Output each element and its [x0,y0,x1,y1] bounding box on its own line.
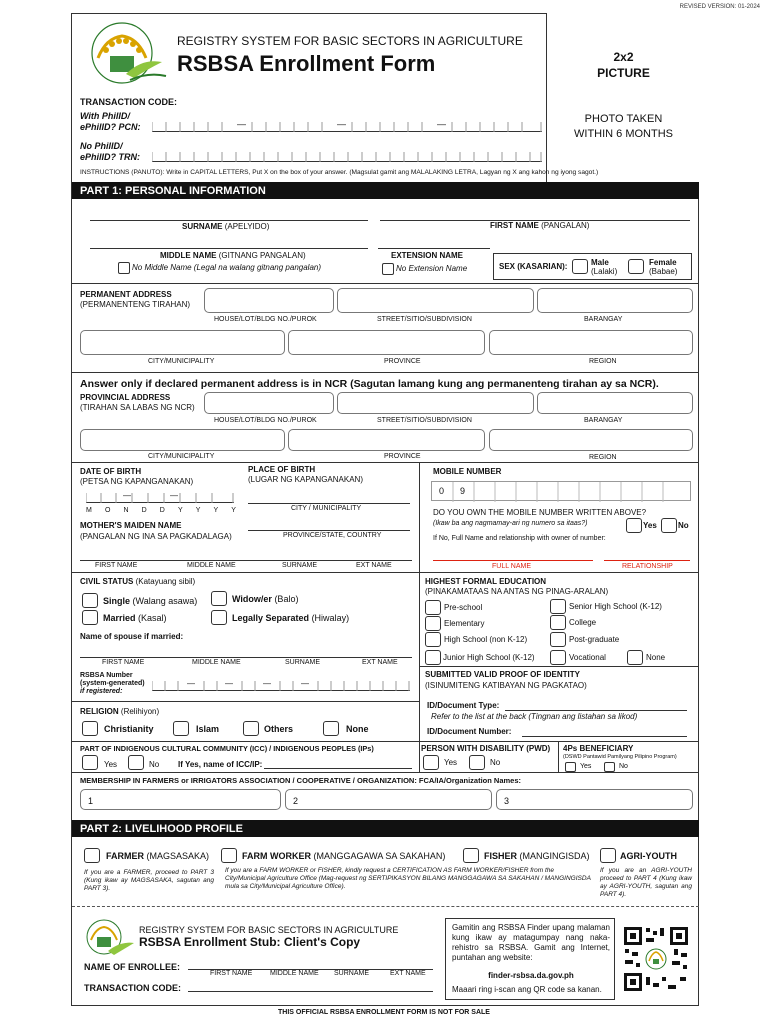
finder-site-link[interactable]: finder-rsbsa.da.gov.ph [488,971,574,980]
perm-barangay-label: BARANGAY [584,316,623,323]
icc-name-label: If Yes, name of ICC/IP: [178,760,263,769]
dob-label: DATE OF BIRTH [80,467,142,476]
civil-status-label-tl: (Katayuang sibil) [135,577,196,586]
religion-label: RELIGION [80,707,119,716]
mother-label-tl: (PANGALAN NG INA SA PAGKADALAGA) [80,532,232,541]
trn-input[interactable] [152,148,542,162]
legally-separated-label-tl: (Hiwalay) [311,613,350,623]
dob-fmt-char: Y [231,507,236,514]
christianity-label: Christianity [104,724,154,734]
married-checkbox[interactable] [82,610,98,625]
perm-house-input[interactable] [204,288,334,313]
pcn-dash-3: — [437,119,446,129]
owner-relationship-label: RELATIONSHIP [622,563,673,570]
prov-barangay-input[interactable] [537,392,693,414]
perm-city-input[interactable] [80,330,285,355]
4ps-no-checkbox[interactable] [604,762,615,772]
mother-first-label: FIRST NAME [95,562,138,569]
education-none-label: None [646,653,666,662]
divider [419,462,420,572]
surname-label: SURNAME [182,222,223,231]
photo-note-2: WITHIN 6 MONTHS [574,128,673,140]
no-middle-name-label: No Middle Name (Legal na walang gitnang pangalan) [132,263,322,272]
mobile-label: MOBILE NUMBER [433,467,502,476]
jhs-checkbox[interactable] [425,650,441,665]
agri-youth-label: AGRI-YOUTH [620,851,677,861]
high-school-label: High School (non K-12) [444,635,528,644]
spouse-label: Name of spouse if married: [80,632,184,641]
pob-city-label: CITY / MUNICIPALITY [291,505,362,512]
4ps-no-label: No [619,763,628,770]
part2-header: PART 2: LIVELIHOOD PROFILE [72,820,699,837]
prov-province-input[interactable] [288,429,485,451]
photo-label: PICTURE [597,66,650,80]
owner-relationship-line[interactable] [604,560,690,561]
spouse-name-line[interactable] [80,657,412,658]
prov-house-label: HOUSE/LOT/BLDG NO./PUROK [214,417,317,424]
prov-barangay-label: BARANGAY [584,417,623,424]
mobile-if-no-label: If No, Full Name and relationship with owner of number: [433,535,606,542]
male-label: Male [591,258,609,267]
icc-name-line[interactable] [264,768,412,769]
prov-street-input[interactable] [337,392,534,414]
farmer-label-tl: (MAGSASAKA) [146,851,210,861]
id-type-line[interactable] [505,710,687,711]
middle-name-label-tl: (GITNANG PANGALAN) [218,251,306,260]
id-number-line[interactable] [522,736,687,737]
mother-ext-label: EXT NAME [356,562,392,569]
no-extension-checkbox[interactable] [382,263,394,275]
stub-ext-label: EXT NAME [390,970,426,977]
rsbsa-dash: — [263,679,271,688]
college-label: College [569,618,597,627]
divider [72,772,699,773]
4ps-yes-checkbox[interactable] [565,762,576,772]
mobile-own-question: DO YOU OWN THE MOBILE NUMBER WRITTEN ABOVE? [433,508,647,517]
religion-none-label: None [346,724,369,734]
rsbsa-number-label-3: if registered: [80,688,123,695]
4ps-label: 4Ps BENEFICIARY [563,744,634,753]
perm-street-input[interactable] [337,288,534,313]
id-refer-note: Refer to the list at the back (Tingnan ang listahan sa likod) [431,712,638,721]
perm-street-label: STREET/SITIO/SUBDIVISION [377,316,472,323]
farm-worker-note: If you are a FARM WORKER or FISHER, kindly request a CERTIFICATION AS FARM WORKER/FISHER from the City/Municipal Agriculture Office (Mag-request ng SERTIPIKASYON BILANG MANGGAGAWA SA SAKAHAN / MANGINGISDA mula sa City/Municipal Agriculture Office). [225,867,591,890]
sex-label: SEX (KASARIAN): [499,262,568,271]
female-label-tl: (Babae) [649,267,678,276]
dob-fmt-char: N [123,507,129,514]
id-label-tl: (ISINUMITENG KATIBAYAN NG PAGKATAO) [425,681,587,690]
middle-name-line[interactable] [90,248,368,249]
pcn-label-2: ePhilID? PCN: [80,122,141,132]
perm-region-input[interactable] [489,330,693,355]
divider [419,572,420,772]
no-middle-name-checkbox[interactable] [118,262,130,274]
education-label-tl: (PINAKAMATAAS NA ANTAS NG PINAG-ARALAN) [425,587,609,596]
dob-fmt-char: Y [177,507,183,514]
mother-surname-label: SURNAME [282,562,318,569]
prov-region-label: REGION [589,454,617,461]
first-name-label: FIRST NAME [490,221,539,230]
education-label: HIGHEST FORMAL EDUCATION [425,577,547,586]
form-title: RSBSA Enrollment Form [177,51,436,76]
rsbsa-number-label-2: (system-generated) [80,680,145,687]
middle-name-label: MIDDLE NAME [160,251,217,260]
ncr-note: Answer only if declared permanent address is in NCR (Sagutan lamang kung ang permanenteng tirahan ay sa NCR). [80,378,659,390]
male-label-tl: (Lalaki) [591,267,618,276]
provincial-address-label: PROVINCIAL ADDRESS [80,393,171,402]
elementary-label: Elementary [444,619,485,628]
dob-dash-1: — [123,491,131,500]
college-checkbox[interactable] [550,615,566,630]
pob-city-line[interactable] [248,503,410,504]
org-3-number: 3 [504,796,510,806]
icc-yes-label: Yes [104,760,118,769]
revised-version: REVISED VERSION: 01-2024 [679,4,760,10]
dob-input[interactable] [86,488,234,503]
pwd-no-label: No [490,758,501,767]
not-for-sale-footer: THIS OFFICIAL RSBSA ENROLLMENT FORM IS NOT FOR SALE [278,1009,490,1016]
dob-fmt-char: D [141,507,147,514]
pob-label: PLACE OF BIRTH [248,465,316,474]
pwd-no-checkbox[interactable] [469,755,485,770]
pwd-yes-label: Yes [444,758,458,767]
org-1-number: 1 [88,796,94,806]
divider [72,462,699,463]
surname-line[interactable] [90,220,368,221]
divider [72,572,699,573]
perm-province-input[interactable] [288,330,485,355]
high-school-checkbox[interactable] [425,632,441,647]
icc-no-checkbox[interactable] [128,755,144,770]
stub-first-label: FIRST NAME [210,970,253,977]
stub-transaction-line[interactable] [188,991,433,992]
org-2-number: 2 [293,796,299,806]
divider [72,372,699,373]
dob-fmt-char: Y [195,507,201,514]
da-logo [76,18,168,88]
jhs-label: Junior High School (K-12) [443,653,535,662]
mother-label: MOTHER'S MAIDEN NAME [80,521,182,530]
divider [72,741,699,742]
widow-checkbox[interactable] [211,591,227,606]
enrollee-name-label: NAME OF ENROLLEE: [84,962,180,972]
farm-worker-checkbox[interactable] [221,848,237,863]
farmer-note: If you are a FARMER, proceed to PART 3 (Kung ikaw ay MAGSASAKA, sagutan ang PART 3). [84,869,214,892]
female-label: Female [649,258,677,267]
perm-house-label: HOUSE/LOT/BLDG NO./PUROK [214,316,317,323]
rsbsa-dash: — [225,679,233,688]
post-graduate-checkbox[interactable] [550,632,566,647]
dob-fmt-char: M [86,507,92,514]
pwd-label: PERSON WITH DISABILITY (PWD) [421,744,551,753]
mother-middle-label: MIDDLE NAME [187,562,236,569]
widow-label: Widow/er [232,594,272,604]
owner-full-name-line[interactable] [433,560,593,561]
stub-system-title: REGISTRY SYSTEM FOR BASIC SECTORS IN AGRICULTURE [139,925,399,935]
stub-middle-label: MIDDLE NAME [270,970,319,977]
spouse-first-label: FIRST NAME [102,659,145,666]
perm-city-label: CITY/MUNICIPALITY [148,358,215,365]
farm-worker-label-tl: (MANGGAGAWA SA SAKAHAN) [313,851,446,861]
id-type-label: ID/Document Type: [427,701,500,710]
icc-label: PART OF INDIGENOUS CULTURAL COMMUNITY (ICC) / INDIGENOUS PEOPLES (IPs) [80,744,374,753]
prov-house-input[interactable] [204,392,334,414]
single-label: Single [103,596,131,606]
vocational-checkbox[interactable] [550,650,566,665]
farmer-checkbox[interactable] [84,848,100,863]
agri-youth-checkbox[interactable] [600,848,616,863]
stub-surname-label: SURNAME [334,970,370,977]
single-checkbox[interactable] [82,593,98,608]
org-3-input[interactable] [496,789,693,810]
dob-fmt-char: D [159,507,165,514]
shs-label: Senior High School (K-12) [569,602,662,611]
divider [558,741,559,772]
divider [72,701,419,702]
membership-label: MEMBERSHIP IN FARMERS or IRRIGATORS ASSOCIATION / COOPERATIVE / ORGANIZATION: FCA/IA/Organization Names: [80,776,522,785]
pob-label-tl: (LUGAR NG KAPANGANAKAN) [248,475,363,484]
christianity-checkbox[interactable] [82,721,98,736]
rsbsa-dash: — [301,679,309,688]
rsbsa-number-label: RSBSA Number [80,672,133,679]
system-title: REGISTRY SYSTEM FOR BASIC SECTORS IN AGRICULTURE [177,34,523,48]
vocational-label: Vocational [569,653,606,662]
org-1-input[interactable] [80,789,281,810]
pob-province-label: PROVINCE/STATE, COUNTRY [283,532,382,539]
extension-line[interactable] [378,248,490,249]
prov-city-label: CITY/MUNICIPALITY [148,453,215,460]
finder-box [445,918,615,1000]
photo-note-1: PHOTO TAKEN [584,113,663,125]
prov-region-input[interactable] [489,429,693,451]
spouse-surname-label: SURNAME [285,659,321,666]
islam-label: Islam [196,724,220,734]
fisher-label-tl: (MANGINGISDA) [519,851,590,861]
stub-title: RSBSA Enrollment Stub: Client's Copy [139,935,361,949]
4ps-yes-label: Yes [580,763,592,770]
photo-box[interactable] [546,13,699,182]
others-checkbox[interactable] [243,721,259,736]
trn-label-2: ePhilID? TRN: [80,152,140,162]
id-number-label: ID/Document Number: [427,727,512,736]
id-label: SUBMITTED VALID PROOF OF IDENTITY [425,670,580,679]
religion-none-checkbox[interactable] [323,721,339,736]
mobile-own-yes-label: Yes [643,521,657,530]
icc-no-label: No [149,760,160,769]
stub-logo [82,915,137,960]
farmer-label: FARMER [106,851,144,861]
divider [419,666,699,667]
shs-checkbox[interactable] [550,599,566,614]
prov-province-label: PROVINCE [384,453,421,460]
mother-name-line[interactable] [80,560,412,561]
icc-yes-checkbox[interactable] [82,755,98,770]
widow-label-tl: (Balo) [274,594,299,604]
married-label: Married [103,613,136,623]
mobile-own-no-checkbox[interactable] [661,518,677,533]
pob-province-line[interactable] [248,530,410,531]
male-checkbox[interactable] [572,259,588,274]
4ps-sub: (DSWD Pantawid Pamilyang Pilipino Program) [563,754,677,760]
permanent-address-label-tl: (PERMANENTENG TIRAHAN) [80,300,191,309]
dob-label-tl: (PETSA NG KAPANGANAKAN) [80,477,194,486]
finder-text: Gamitin ang RSBSA Finder upang malaman kung ikaw ay matagumpay nang naka-rehistro sa RSBSA. Gamit ang Internet, puntahan ang website: [452,923,610,962]
pcn-dash-1: — [237,119,246,129]
no-extension-label: No Extension Name [396,264,468,273]
married-label-tl: (Kasal) [138,613,167,623]
stub-transaction-label: TRANSACTION CODE: [84,983,181,993]
post-graduate-label: Post-graduate [569,635,620,644]
org-2-input[interactable] [285,789,492,810]
legally-separated-label: Legally Separated [232,613,310,623]
mobile-digit-0: 0 [439,486,445,496]
first-name-label-tl: (PANGALAN) [541,221,590,230]
surname-label-tl: (APELYIDO) [224,222,270,231]
instructions: INSTRUCTIONS (PANUTO): Write in CAPITAL LETTERS, Put X on the box of your answer. (Magsulat gamit ang MALALAKING LETRA, Lagyan ng X ang kahon ng iyong sagot.) [80,169,599,176]
fisher-label: FISHER [484,851,518,861]
mobile-own-yes-checkbox[interactable] [626,518,642,533]
civil-status-label: CIVIL STATUS [80,577,134,586]
qr-code-icon [622,925,690,993]
mobile-digit-9: 9 [460,486,466,496]
education-none-checkbox[interactable] [627,650,643,665]
religion-label-tl: (Relihiyon) [120,707,160,716]
pcn-dash-2: — [337,119,346,129]
single-label-tl: (Walang asawa) [132,596,198,606]
dob-fmt-char: Y [213,507,219,514]
legally-separated-checkbox[interactable] [211,610,227,625]
prov-street-label: STREET/SITIO/SUBDIVISION [377,417,472,424]
transaction-code-label: TRANSACTION CODE: [80,97,177,107]
mobile-own-no-label: No [678,521,689,530]
female-checkbox[interactable] [628,259,644,274]
perm-barangay-input[interactable] [537,288,693,313]
dob-fmt-char: O [104,507,111,514]
preschool-checkbox[interactable] [425,600,441,615]
photo-size: 2x2 [613,50,634,64]
perm-region-label: REGION [589,358,617,365]
trn-label-1: No PhilID/ [80,141,123,151]
spouse-middle-label: MIDDLE NAME [192,659,241,666]
preschool-label: Pre-school [444,603,483,612]
provincial-address-label-tl: (TIRAHAN SA LABAS NG NCR) [80,403,195,412]
islam-checkbox[interactable] [173,721,189,736]
elementary-checkbox[interactable] [425,616,441,631]
permanent-address-label: PERMANENT ADDRESS [80,290,172,299]
extension-label: EXTENSION NAME [391,251,464,260]
cut-line [72,906,699,907]
mobile-input[interactable] [431,481,691,501]
agri-youth-note: If you are an AGRI-YOUTH proceed to PART 4 (Kung ikaw ay AGRI-YOUTH, sagutan ang PART 4). [600,867,692,898]
divider [72,283,699,284]
perm-province-label: PROVINCE [384,358,421,365]
pwd-yes-checkbox[interactable] [423,755,439,770]
others-label: Others [264,724,294,734]
fisher-checkbox[interactable] [463,848,479,863]
mobile-own-question-tl: (Ikaw ba ang nagmamay-ari ng numero sa itaas?) [433,520,588,527]
prov-city-input[interactable] [80,429,285,451]
farm-worker-label: FARM WORKER [242,851,311,861]
rsbsa-dash: — [187,679,195,688]
owner-full-name-label: FULL NAME [492,563,532,570]
dob-dash-2: — [170,491,178,500]
spouse-ext-label: EXT NAME [362,659,398,666]
qr-note: Maaari ring i-scan ang QR code sa kanan. [452,985,602,994]
pcn-input[interactable] [152,118,542,132]
pcn-label-1: With PhilID/ [80,111,130,121]
dob-format [86,507,236,514]
part1-header: PART 1: PERSONAL INFORMATION [72,182,699,199]
